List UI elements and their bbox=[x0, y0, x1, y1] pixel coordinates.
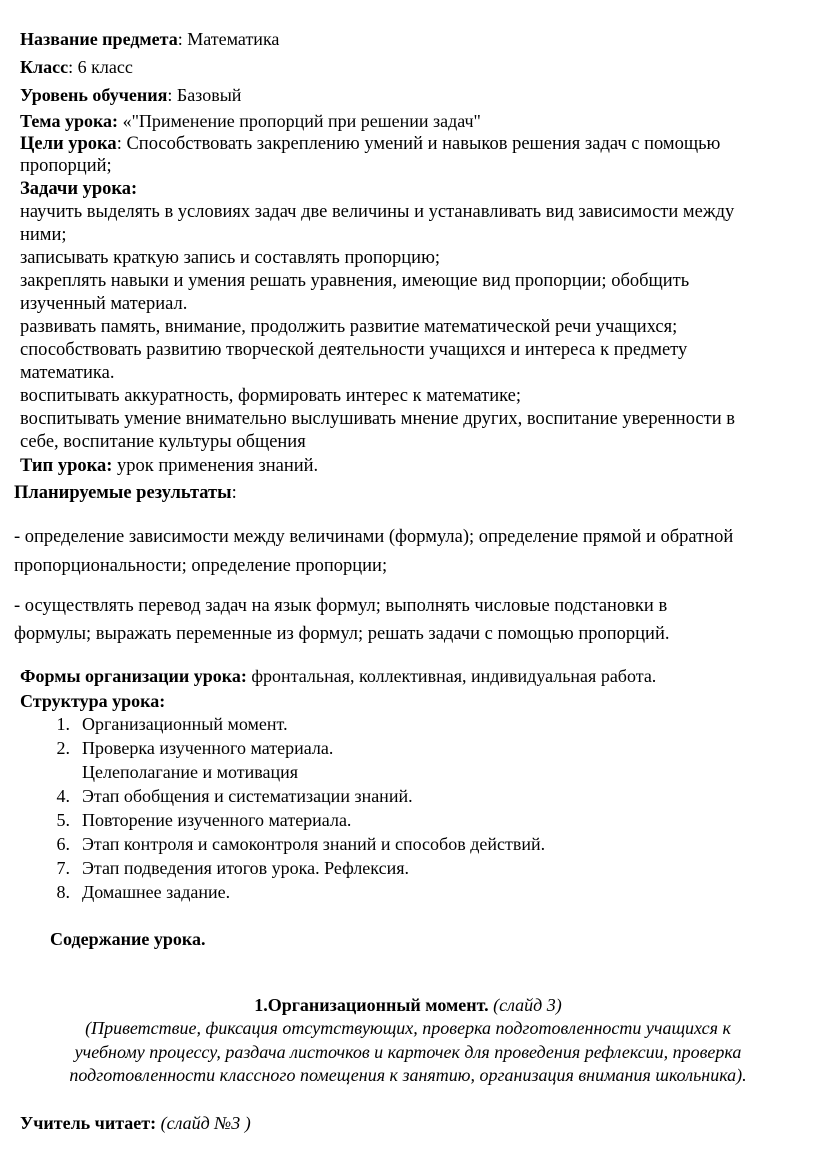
subject-sep: : bbox=[177, 29, 183, 49]
structure-item: Этап подведения итогов урока. Рефлексия. bbox=[82, 858, 409, 878]
section-slide: (слайд 3) bbox=[488, 995, 562, 1015]
section-note-line: (Приветствие, фиксация отсутствующих, проверка подготовленности учащихся к bbox=[85, 1018, 731, 1038]
section-title-line bbox=[0, 994, 816, 1016]
task-line: закреплять навыки и умения решать уравнения, имеющие вид пропорции; обобщить bbox=[20, 271, 690, 291]
section-note-line: учебному процессу, раздача листочков и карточек для проведения рефлексии, проверка bbox=[74, 1042, 742, 1062]
structure-item: Проверка изученного материала. bbox=[82, 738, 334, 758]
teacher-slide: (слайд №3 ) bbox=[156, 1113, 251, 1133]
result-line: пропорциональности; определение пропорции; bbox=[14, 556, 388, 576]
level-value: Базовый bbox=[172, 85, 242, 105]
task-line: развивать память, внимание, продолжить развитие математической речи учащихся; bbox=[20, 317, 678, 337]
structure-item: Повторение изученного материала. bbox=[82, 810, 352, 830]
lesson-type-value: урок применения знаний. bbox=[112, 456, 319, 476]
subject-label: Название предмета bbox=[20, 29, 178, 49]
subject-value: Математика bbox=[182, 29, 280, 49]
structure-item-number: 6. bbox=[56, 834, 70, 854]
task-line: математика. bbox=[20, 363, 115, 383]
structure-item: Домашнее задание. bbox=[82, 882, 231, 902]
class-sep: : bbox=[68, 57, 74, 77]
task-line: воспитывать умение внимательно выслушивать мнение других, воспитание уверенности в bbox=[20, 409, 735, 429]
task-line: ними; bbox=[20, 225, 67, 245]
subject-line bbox=[20, 28, 279, 50]
results-label: Планируемые результаты bbox=[14, 483, 232, 503]
level-sep: : bbox=[167, 85, 173, 105]
structure-label: Структура урока: bbox=[20, 691, 166, 711]
structure-item: Целеполагание и мотивация bbox=[82, 762, 299, 782]
goals-label: Цели урока bbox=[20, 134, 117, 154]
structure-item-number: 8. bbox=[56, 882, 70, 902]
section-note-line: подготовленности классного помещения к занятию, организация внимания школьника). bbox=[69, 1065, 747, 1085]
result-line: - осуществлять перевод задач на язык формул; выполнять числовые подстановки в bbox=[14, 596, 668, 616]
forms-line bbox=[20, 665, 656, 687]
structure-item-number: 4. bbox=[56, 786, 70, 806]
result-line: - определение зависимости между величинами (формула); определение прямой и обратной bbox=[14, 527, 734, 547]
tasks-heading bbox=[20, 178, 137, 200]
task-line: способствовать развитию творческой деятельности учащихся и интереса к предмету bbox=[20, 340, 688, 360]
structure-item: Организационный момент. bbox=[82, 714, 288, 734]
task-line: изученный материал. bbox=[20, 294, 188, 314]
tasks-label: Задачи урока: bbox=[20, 179, 138, 199]
structure-item: Этап обобщения и систематизации знаний. bbox=[82, 786, 413, 806]
structure-item-number: 7. bbox=[56, 858, 70, 878]
class-value: 6 класс bbox=[73, 57, 133, 77]
structure-heading bbox=[20, 690, 165, 712]
result-line: формулы; выражать переменные из формул; решать задачи с помощью пропорций. bbox=[14, 624, 670, 644]
forms-value: фронтальная, коллективная, индивидуальная работа. bbox=[246, 666, 657, 686]
lesson-type-label: Тип урока: bbox=[20, 456, 113, 476]
class-line bbox=[20, 56, 133, 78]
section-title: 1.Организационный момент. bbox=[254, 995, 489, 1015]
structure-item-number: 1. bbox=[56, 714, 70, 734]
level-line bbox=[20, 84, 241, 106]
topic-label: Тема урока: bbox=[20, 111, 119, 131]
lesson-type-line bbox=[20, 455, 318, 477]
class-label: Класс bbox=[20, 57, 69, 77]
task-line: воспитывать аккуратность, формировать интерес к математике; bbox=[20, 386, 521, 406]
task-line: научить выделять в условиях задач две величины и устанавливать вид зависимости между bbox=[20, 202, 735, 222]
results-sep: : bbox=[231, 483, 237, 503]
teacher-label: Учитель читает: bbox=[20, 1113, 157, 1133]
task-line: записывать краткую запись и составлять пропорцию; bbox=[20, 248, 441, 268]
forms-label: Формы организации урока: bbox=[20, 666, 247, 686]
topic-value: «"Применение пропорций при решении задач" bbox=[118, 111, 481, 131]
structure-item-number: 2. bbox=[56, 738, 70, 758]
teacher-line bbox=[20, 1112, 251, 1134]
structure-item: Этап контроля и самоконтроля знаний и способов действий. bbox=[82, 834, 546, 854]
results-heading bbox=[14, 482, 237, 504]
structure-item-number: 5. bbox=[56, 810, 70, 830]
content-heading-text: Содержание урока. bbox=[50, 929, 206, 949]
goals-line bbox=[20, 133, 720, 155]
level-label: Уровень обучения bbox=[20, 85, 168, 105]
goals-value-1: : Способствовать закреплению умений и навыков решения задач с помощью bbox=[116, 134, 721, 154]
content-heading bbox=[50, 928, 205, 950]
goals-line-2: пропорций; bbox=[20, 156, 112, 176]
task-line: себе, воспитание культуры общения bbox=[20, 432, 306, 452]
topic-line bbox=[20, 110, 481, 132]
